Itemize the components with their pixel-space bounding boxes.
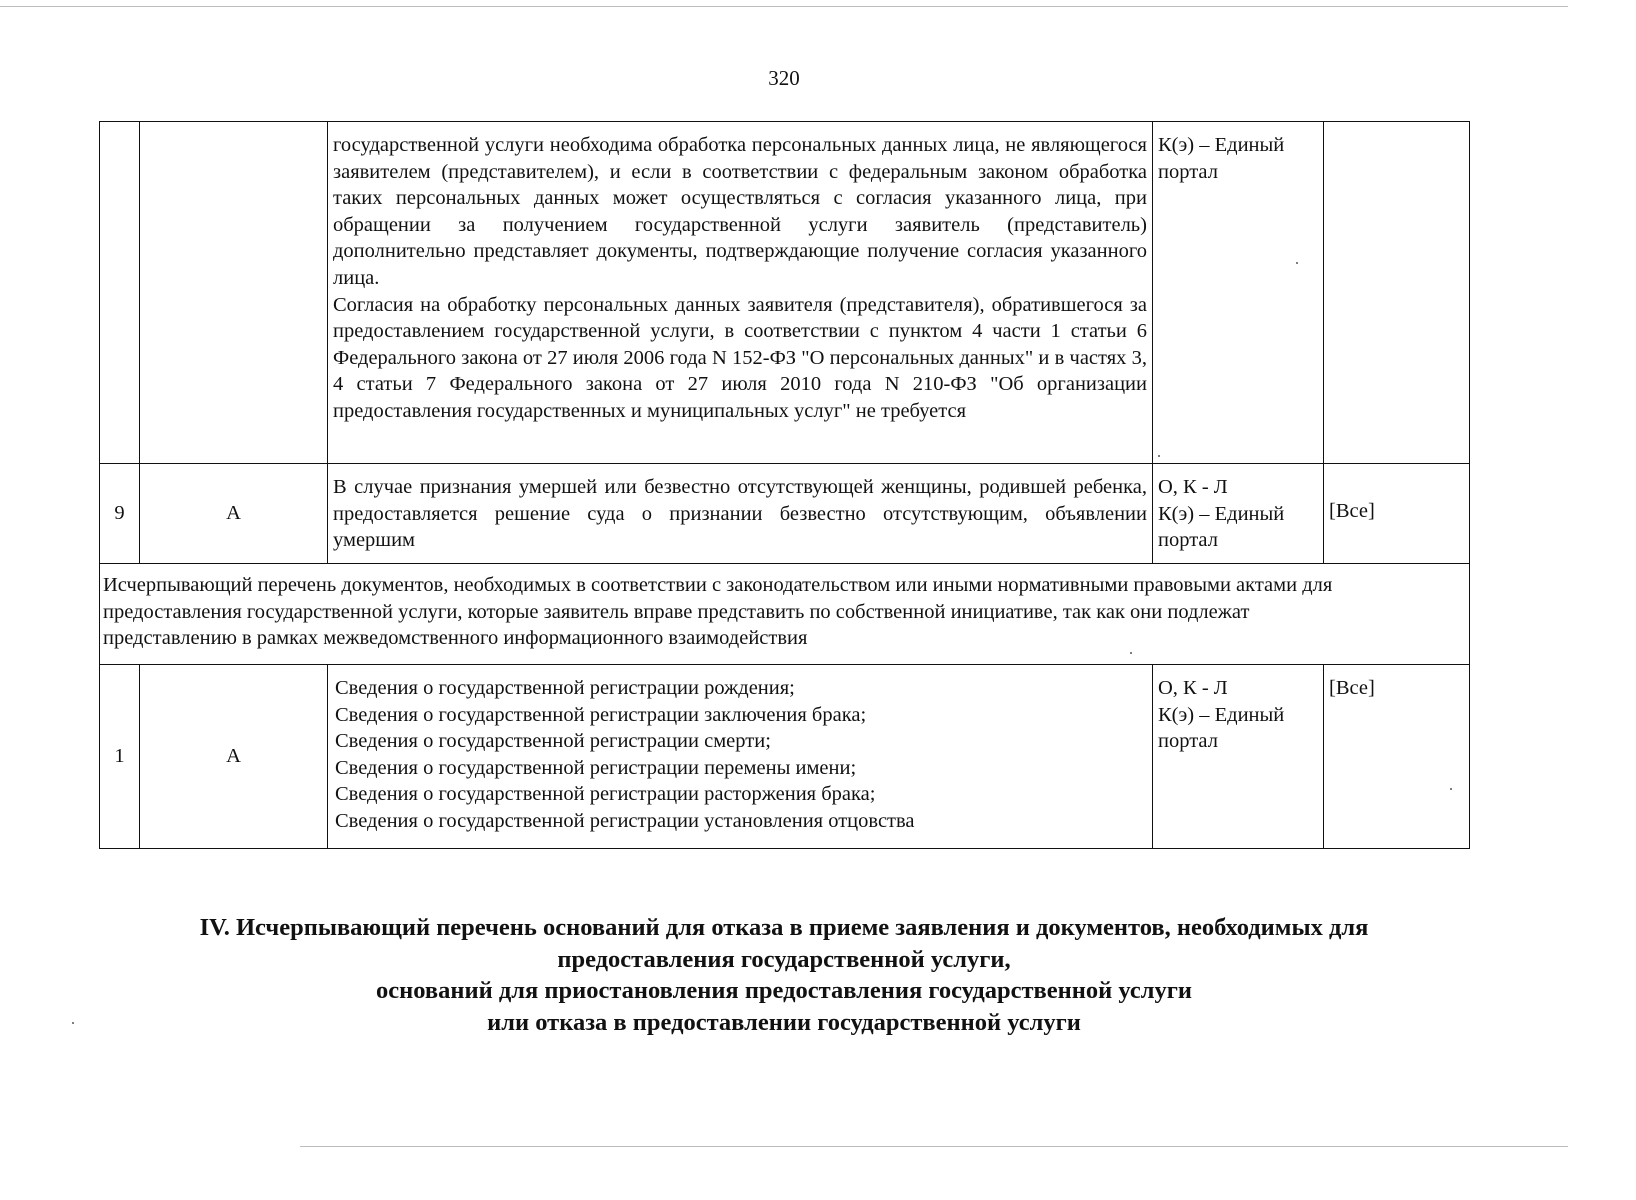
channel-line: К(э) – Единый xyxy=(1158,134,1285,156)
scan-edge-top xyxy=(0,6,1568,7)
channel-line: О, К - Л xyxy=(1158,677,1228,699)
channel-line: К(э) – Единый xyxy=(1158,703,1285,726)
description-paragraph: Согласия на обработку персональных данных заявителя (представителя), обратившегося за предоставлением государственной услуги, в соответствии с пунктом 4 части 1 статьи 6 Федерального закона от 27 июля 2006 года N 152-ФЗ "О персональных данных" и в частях 3, 4 статьи 7 Федерального закона от 27 июля 2010 года N 210-ФЗ "Об организации предоставления государственных и муниципальных услуг" не требуется xyxy=(333,293,1147,422)
scan-speck xyxy=(1296,262,1298,264)
list-item: Сведения о государственной регистрации установления отцовства xyxy=(335,809,915,832)
row-channels-cell xyxy=(1153,665,1324,849)
row-number: 1 xyxy=(100,665,140,849)
table-section-heading-row xyxy=(100,564,1470,665)
list-item: Сведения о государственной регистрации перемены имени; xyxy=(335,756,857,779)
row-category: А xyxy=(140,464,328,564)
channel-line: К(э) – Единый xyxy=(1158,502,1285,525)
section-title xyxy=(0,912,1568,1038)
page-number: 320 xyxy=(768,66,800,90)
row-applicability: [Все] xyxy=(1324,665,1470,849)
row-description xyxy=(328,464,1153,564)
row-category-cell xyxy=(140,122,328,464)
scan-speck xyxy=(1158,455,1160,457)
description-paragraph: В случае признания умершей или безвестно отсутствующей женщины, родившей ребенка, предоставляется решение суда о признании безвестно отсутствующим, объявлении умершим xyxy=(333,476,1147,552)
section-title-line: предоставления государственной услуги, xyxy=(557,945,1011,973)
row-applicability: [Все] xyxy=(1324,464,1470,564)
scan-edge-bottom xyxy=(300,1146,1568,1147)
table-row-1 xyxy=(100,665,1470,849)
channel-line: О, К - Л xyxy=(1158,476,1228,498)
table-row-continued xyxy=(100,122,1470,464)
list-item: Сведения о государственной регистрации заключения брака; xyxy=(335,703,867,726)
table-row-9 xyxy=(100,464,1470,564)
heading-line: предоставления государственной услуги, которые заявитель вправе представить по собственной инициативе, так как они подлежат xyxy=(103,600,1250,623)
section-title-line: IV. Исчерпывающий перечень оснований для отказа в приеме заявления и документов, необходимых для xyxy=(199,914,1369,941)
list-item: Сведения о государственной регистрации смерти; xyxy=(335,730,771,753)
list-item: Сведения о государственной регистрации расторжения брака; xyxy=(335,783,876,806)
section-title-line: или отказа в предоставлении государственной услуги xyxy=(487,1008,1081,1036)
row-applicability-cell xyxy=(1324,122,1470,464)
channel-line: портал xyxy=(1158,730,1218,753)
row-description-cell xyxy=(328,122,1153,464)
scan-speck xyxy=(72,1022,74,1024)
table-section-heading xyxy=(100,564,1470,665)
scan-speck xyxy=(1130,652,1132,654)
row-description xyxy=(328,665,1153,849)
documents-table xyxy=(99,121,1470,849)
channel-line: портал xyxy=(1158,160,1218,183)
list-item: Сведения о государственной регистрации рождения; xyxy=(335,677,795,699)
row-channels-cell xyxy=(1153,122,1324,464)
row-number-cell xyxy=(100,122,140,464)
row-number: 9 xyxy=(100,464,140,564)
row-channels-cell xyxy=(1153,464,1324,564)
scan-speck xyxy=(1450,788,1452,790)
channel-line: портал xyxy=(1158,529,1218,552)
row-category: А xyxy=(140,665,328,849)
heading-line: представлению в рамках межведомственного информационного взаимодействия xyxy=(103,627,808,650)
description-paragraph: государственной услуги необходима обработка персональных данных лица, не являющегося заявителем (представителем), и если в соответствии с федеральным законом обработка таких персональных данных может осуществляться с согласия указанного лица, при обращении за получением государственной услуги заявитель (представитель) дополнительно представляет документы, подтверждающие получение согласия указанного лица. xyxy=(333,134,1147,289)
section-title-line: оснований для приостановления предоставления государственной услуги xyxy=(376,977,1192,1004)
heading-line: Исчерпывающий перечень документов, необходимых в соответствии с законодательством или иными нормативными правовыми актами для xyxy=(103,574,1333,596)
